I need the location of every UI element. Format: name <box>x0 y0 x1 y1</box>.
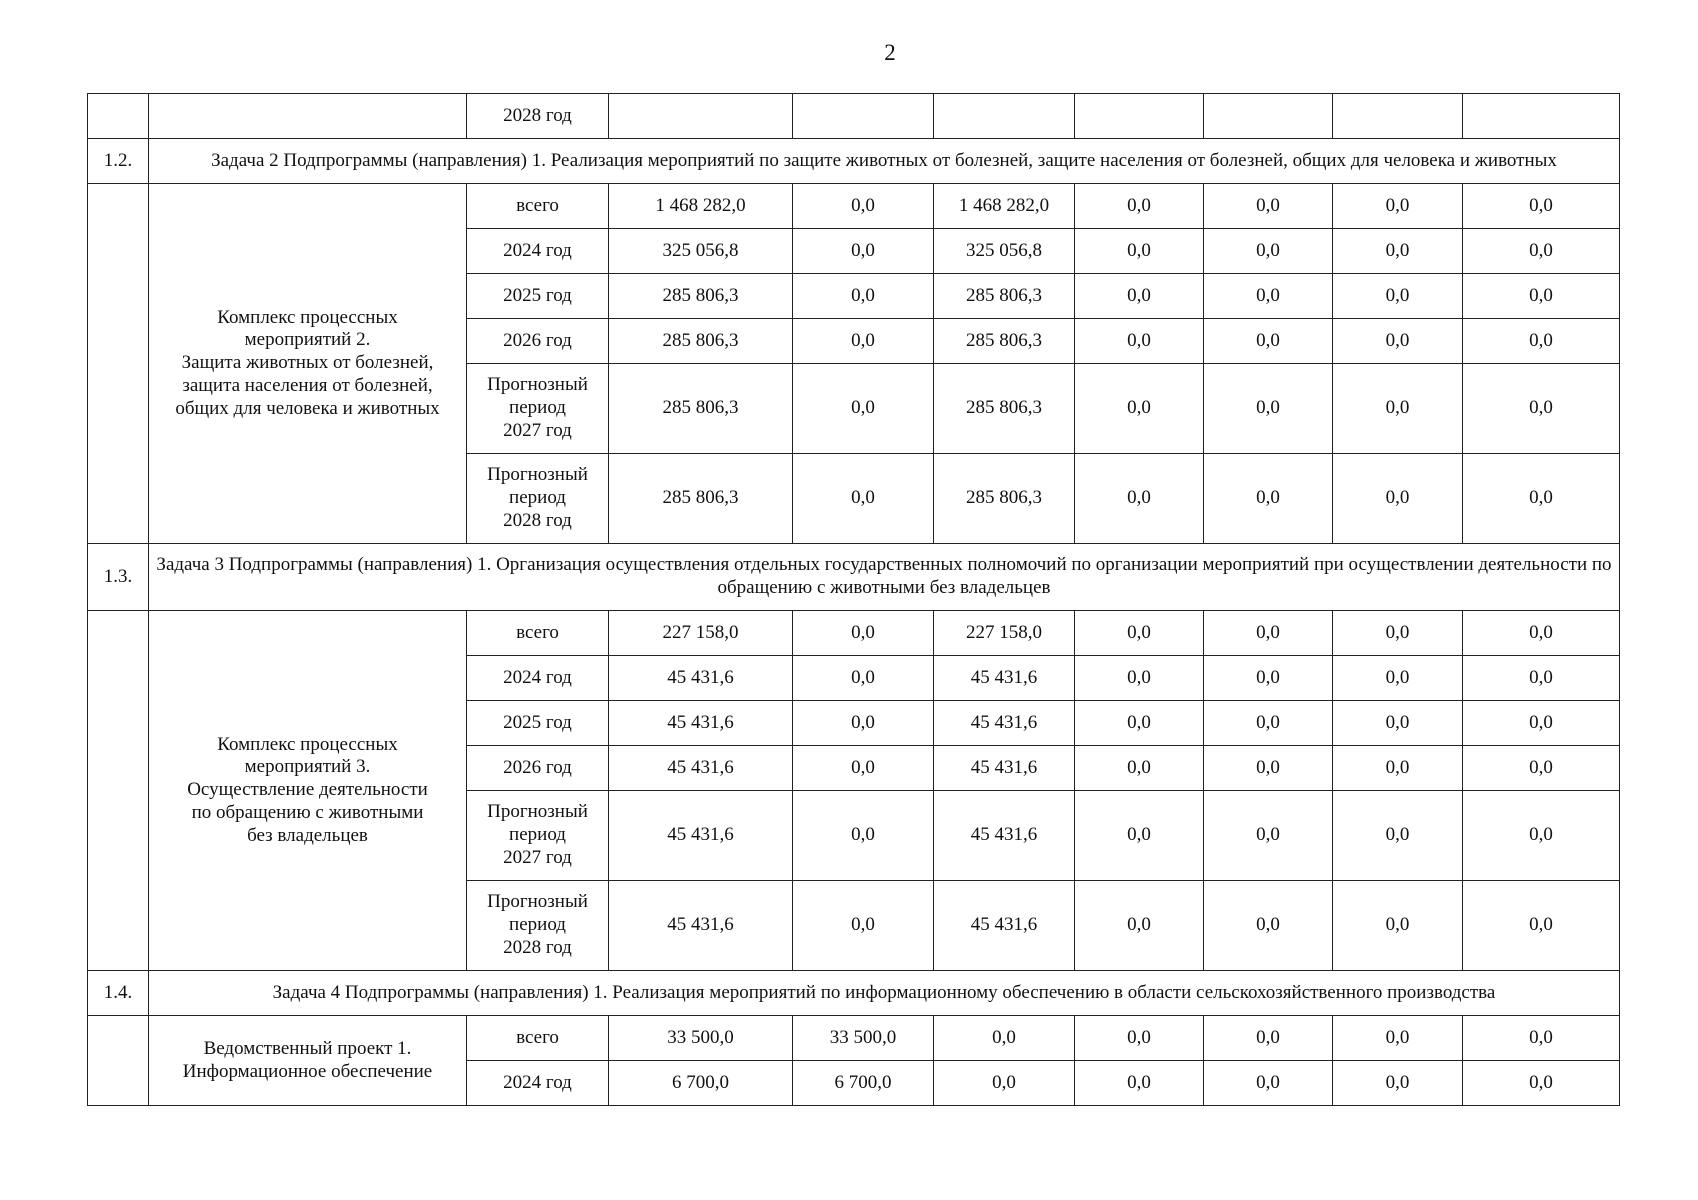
table-cell-value: 0,0 <box>1204 701 1333 746</box>
table-cell-value <box>609 94 793 139</box>
period-line: 2025 год <box>503 711 572 733</box>
table-cell-value: 325 056,8 <box>934 229 1075 274</box>
table-cell-period <box>467 881 609 971</box>
table-cell-value: 0,0 <box>1075 701 1204 746</box>
table-cell-value: 0,0 <box>793 746 934 791</box>
period-line: 2027 год <box>503 846 572 868</box>
table-cell-value: 325 056,8 <box>609 229 793 274</box>
period-line: всего <box>516 1026 559 1048</box>
program-name-line: защита населения от болезней, <box>182 374 433 396</box>
table-row <box>88 94 1620 139</box>
table-cell-value: 0,0 <box>1075 791 1204 881</box>
table-cell-value: 227 158,0 <box>934 611 1075 656</box>
table-cell-value: 45 431,6 <box>609 746 793 791</box>
table-row <box>88 184 1620 229</box>
task-row <box>88 544 1620 611</box>
table-cell-value: 0,0 <box>793 364 934 454</box>
table-cell-value: 0,0 <box>793 454 934 544</box>
table-cell-value: 285 806,3 <box>934 274 1075 319</box>
period-line: период <box>509 914 566 936</box>
table-cell-value: 45 431,6 <box>609 881 793 971</box>
period-line: 2027 год <box>503 419 572 441</box>
table-cell-value: 0,0 <box>793 319 934 364</box>
task-code: 1.4. <box>88 971 149 1016</box>
table-cell-value: 0,0 <box>1463 274 1620 319</box>
table-cell-period: 2028 год <box>467 94 609 139</box>
program-name-line: мероприятий 2. <box>244 329 371 351</box>
table-cell-value: 6 700,0 <box>609 1061 793 1106</box>
table-cell-value: 45 431,6 <box>934 881 1075 971</box>
table-cell-value: 0,0 <box>1333 611 1463 656</box>
period-line: 2025 год <box>503 284 572 306</box>
table-cell-value: 0,0 <box>1204 454 1333 544</box>
table-cell-value: 0,0 <box>1463 1016 1620 1061</box>
table-cell-value: 0,0 <box>1463 881 1620 971</box>
period-line: 2024 год <box>503 239 572 261</box>
period-line: Прогнозный <box>487 801 588 823</box>
table-cell-value: 0,0 <box>1333 364 1463 454</box>
task-code: 1.3. <box>88 544 149 611</box>
table-cell-code <box>88 94 149 139</box>
task-row <box>88 971 1620 1016</box>
table-cell-value <box>1463 94 1620 139</box>
table-cell-value: 285 806,3 <box>934 454 1075 544</box>
table-cell-period <box>467 1016 609 1061</box>
table-cell-value: 0,0 <box>1204 611 1333 656</box>
table-cell-value: 0,0 <box>1333 746 1463 791</box>
table-cell-value: 0,0 <box>793 656 934 701</box>
table-cell-value: 0,0 <box>1204 229 1333 274</box>
table-cell-value: 45 431,6 <box>609 656 793 701</box>
table-cell-value: 0,0 <box>1333 881 1463 971</box>
table-cell-code <box>88 1016 149 1106</box>
program-name-line: Осуществление деятельности <box>187 779 428 801</box>
table-cell-value: 0,0 <box>1333 656 1463 701</box>
period-line: 2026 год <box>503 756 572 778</box>
program-name-line: Комплекс процессных <box>217 306 398 328</box>
table-cell-value: 0,0 <box>1333 791 1463 881</box>
table-cell-value: 0,0 <box>1075 746 1204 791</box>
table-cell-value: 0,0 <box>1075 319 1204 364</box>
table-body <box>88 94 1620 1106</box>
table-cell-period <box>467 364 609 454</box>
table-cell-value: 285 806,3 <box>934 319 1075 364</box>
table-cell-period <box>467 184 609 229</box>
table-cell-period <box>467 611 609 656</box>
table-cell-value: 0,0 <box>1463 454 1620 544</box>
period-line: период <box>509 824 566 846</box>
table-cell-period <box>467 274 609 319</box>
period-line: 2026 год <box>503 329 572 351</box>
period-line: 2024 год <box>503 666 572 688</box>
table-cell-value: 0,0 <box>1463 364 1620 454</box>
table-cell-value: 0,0 <box>793 701 934 746</box>
table-cell-period <box>467 229 609 274</box>
table-cell-value: 0,0 <box>1204 791 1333 881</box>
program-name-line: без владельцев <box>247 824 368 846</box>
table-cell-value: 0,0 <box>1463 611 1620 656</box>
table-cell-value: 0,0 <box>1463 701 1620 746</box>
period-line: Прогнозный <box>487 891 588 913</box>
table-cell-value: 0,0 <box>1204 364 1333 454</box>
table-cell-value: 0,0 <box>1333 184 1463 229</box>
table-cell-period <box>467 656 609 701</box>
task-row <box>88 139 1620 184</box>
program-name-line: общих для человека и животных <box>175 397 440 419</box>
table-cell-value: 0,0 <box>1075 656 1204 701</box>
table-cell-value: 0,0 <box>1204 656 1333 701</box>
table-cell-value: 0,0 <box>1204 881 1333 971</box>
period-line: 2028 год <box>503 509 572 531</box>
table-cell-value: 0,0 <box>1075 881 1204 971</box>
table-cell-value: 33 500,0 <box>793 1016 934 1061</box>
table-cell-value: 285 806,3 <box>609 364 793 454</box>
table-cell-value <box>934 94 1075 139</box>
table-cell-value: 0,0 <box>934 1016 1075 1061</box>
task-title: Задача 4 Подпрограммы (направления) 1. Реализация мероприятий по информационному обеспечению в области сельскохозяйственного производства <box>149 971 1620 1016</box>
table-cell-value: 0,0 <box>1333 454 1463 544</box>
table-cell-value: 0,0 <box>1463 746 1620 791</box>
program-name-line: по обращению с животными <box>191 801 424 823</box>
task-title: Задача 2 Подпрограммы (направления) 1. Реализация мероприятий по защите животных от болезней, защите населения от болезней, общих для человека и животных <box>149 139 1620 184</box>
table-cell-value: 0,0 <box>1463 791 1620 881</box>
table-cell-value: 0,0 <box>1463 1061 1620 1106</box>
table-cell-value: 45 431,6 <box>934 746 1075 791</box>
table-cell-value: 0,0 <box>1333 1016 1463 1061</box>
table-cell-value: 0,0 <box>1075 184 1204 229</box>
table-cell-value: 1 468 282,0 <box>934 184 1075 229</box>
table-cell-value <box>1333 94 1463 139</box>
period-line: всего <box>516 621 559 643</box>
period-line: период <box>509 397 566 419</box>
table-cell-value: 0,0 <box>1333 1061 1463 1106</box>
table-cell-value: 0,0 <box>1075 364 1204 454</box>
table-cell-value: 0,0 <box>793 881 934 971</box>
table-cell-value: 0,0 <box>1463 229 1620 274</box>
table-cell-code <box>88 184 149 544</box>
table-cell-value: 0,0 <box>934 1061 1075 1106</box>
table-cell-period <box>467 701 609 746</box>
table-cell-value: 0,0 <box>1075 274 1204 319</box>
table-cell-value: 0,0 <box>1204 184 1333 229</box>
table-cell-value: 0,0 <box>793 274 934 319</box>
table-cell-value: 45 431,6 <box>609 791 793 881</box>
table-cell-period <box>467 746 609 791</box>
table-cell-value: 0,0 <box>1204 746 1333 791</box>
table-cell-value: 0,0 <box>793 229 934 274</box>
program-name <box>149 184 467 544</box>
program-name-line: Защита животных от болезней, <box>181 352 434 374</box>
table-cell-period <box>467 1061 609 1106</box>
program-name-line: Комплекс процессных <box>217 733 398 755</box>
table-cell-value: 33 500,0 <box>609 1016 793 1061</box>
period-line: Прогнозный <box>487 374 588 396</box>
period-line: период <box>509 487 566 509</box>
financing-table <box>87 93 1620 1106</box>
table-cell-program <box>149 94 467 139</box>
table-cell-value: 0,0 <box>1463 184 1620 229</box>
program-name-line: мероприятий 3. <box>244 756 371 778</box>
task-title: Задача 3 Подпрограммы (направления) 1. Организация осуществления отдельных государственных полномочий по организации мероприятий при осуществлении деятельности по обращению с животными без владельцев <box>149 544 1620 611</box>
table-cell-value <box>793 94 934 139</box>
table-cell-value: 0,0 <box>1333 229 1463 274</box>
table-cell-value: 0,0 <box>1075 1016 1204 1061</box>
task-code: 1.2. <box>88 139 149 184</box>
table-cell-value: 6 700,0 <box>793 1061 934 1106</box>
table-cell-value: 0,0 <box>1463 656 1620 701</box>
table-cell-value: 0,0 <box>793 791 934 881</box>
table-cell-period <box>467 791 609 881</box>
table-cell-value <box>1075 94 1204 139</box>
table-cell-value: 0,0 <box>1333 319 1463 364</box>
table-cell-value: 0,0 <box>1075 454 1204 544</box>
table-cell-value: 45 431,6 <box>934 656 1075 701</box>
table-cell-value: 0,0 <box>793 184 934 229</box>
table-cell-value: 0,0 <box>1463 319 1620 364</box>
table-cell-value: 0,0 <box>1204 274 1333 319</box>
table-cell-value: 0,0 <box>1204 1016 1333 1061</box>
program-name <box>149 611 467 971</box>
table-cell-value: 45 431,6 <box>934 701 1075 746</box>
table-cell-value: 0,0 <box>1075 229 1204 274</box>
table-cell-code <box>88 611 149 971</box>
table-cell-value: 0,0 <box>1204 319 1333 364</box>
page-number: 2 <box>884 40 896 65</box>
table-cell-period <box>467 319 609 364</box>
table-cell-value: 285 806,3 <box>934 364 1075 454</box>
period-line: всего <box>516 194 559 216</box>
table-cell-value: 285 806,3 <box>609 454 793 544</box>
table-cell-value: 0,0 <box>1333 701 1463 746</box>
program-name-line: Информационное обеспечение <box>182 1060 433 1082</box>
table-cell-period <box>467 454 609 544</box>
table-cell-value: 0,0 <box>1075 611 1204 656</box>
period-line: Прогнозный <box>487 464 588 486</box>
table-cell-value: 1 468 282,0 <box>609 184 793 229</box>
period-line: 2024 год <box>503 1071 572 1093</box>
table-cell-value: 45 431,6 <box>609 701 793 746</box>
table-cell-value: 0,0 <box>1333 274 1463 319</box>
table-cell-value: 45 431,6 <box>934 791 1075 881</box>
period-line: 2028 год <box>503 936 572 958</box>
program-name-line: Ведомственный проект 1. <box>203 1037 412 1059</box>
program-name <box>149 1016 467 1106</box>
table-cell-value: 285 806,3 <box>609 319 793 364</box>
table-row <box>88 1016 1620 1061</box>
table-cell-value: 285 806,3 <box>609 274 793 319</box>
table-cell-value: 0,0 <box>1204 1061 1333 1106</box>
table-cell-value: 0,0 <box>1075 1061 1204 1106</box>
table-row <box>88 611 1620 656</box>
table-cell-value: 227 158,0 <box>609 611 793 656</box>
table-cell-value: 0,0 <box>793 611 934 656</box>
table-cell-value <box>1204 94 1333 139</box>
